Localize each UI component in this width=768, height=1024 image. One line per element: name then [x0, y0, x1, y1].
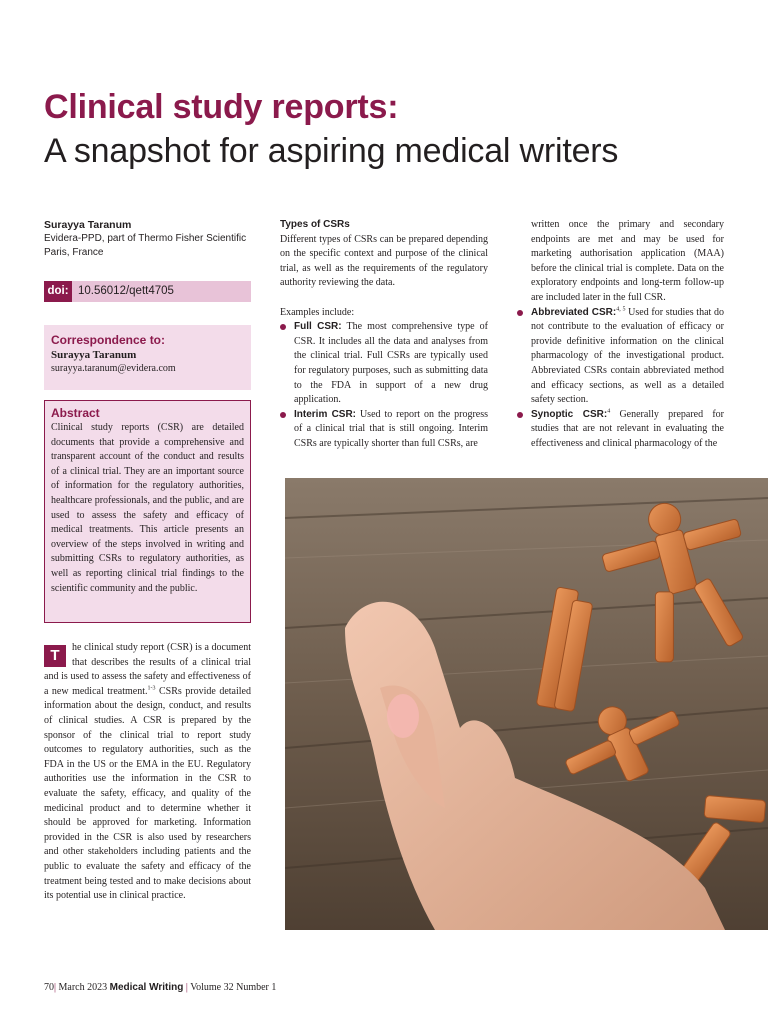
drop-cap: T: [44, 645, 66, 667]
full-csr-text: The most comprehensive type of CSR. It includes all the data and analyses from the clinical trial. Full CSRs are typically used for regulatory purposes, such as submitting data to the FDA in support of a new drug application.: [294, 321, 488, 406]
abstract-heading: Abstract: [51, 406, 100, 420]
list-item-abbreviated-csr: [517, 306, 724, 408]
article-subtitle: A snapshot for aspiring medical writers: [44, 132, 619, 170]
doi-link[interactable]: 10.56012/qett4705: [78, 285, 174, 297]
volume-info: Volume 32 Number 1: [190, 982, 277, 993]
correspondence-heading: Correspondence to:: [51, 333, 166, 347]
author-location: Paris, France: [44, 247, 104, 258]
intro-paragraph: [44, 641, 251, 904]
types-list: [280, 320, 488, 451]
abstract-box: [44, 400, 251, 623]
list-item-full-csr: [280, 320, 488, 408]
types-column: [280, 218, 488, 452]
abbreviated-csr-text: Used for studies that do not contribute to the evaluation of efficacy or provide definitive information on the clinical pharmacology of the investigational product. Abbreviated CSRs contain abbreviated method and efficacy sections, as well as a detailed safety section.: [531, 306, 724, 406]
term-full-csr: Full CSR:: [294, 321, 342, 333]
synoptic-csr-text: Generally prepared for studies that are not relevant in evaluating the effectiveness and clinical pharmacology of the: [531, 408, 725, 449]
article-title: Clinical study reports:: [44, 88, 399, 126]
types-list-continued: [517, 306, 724, 452]
page-number: 70: [44, 982, 54, 993]
list-item-interim-csr: [280, 408, 488, 452]
types-column-continued: [517, 218, 724, 452]
term-abbreviated-csr: Abbreviated CSR:: [531, 306, 617, 318]
synoptic-ref[interactable]: 4: [607, 408, 611, 415]
author-block: [44, 218, 254, 260]
doi-bar: [44, 281, 251, 302]
types-intro: Different types of CSRs can be prepared depending on the specific context and purpose of the clinical trial, as well as the requirements of the regulatory authority reviewing the data.: [280, 233, 488, 289]
abstract-text: Clinical study reports (CSR) are detailed documents that provide a comprehensive and transparent account of the conduct and results of a clinical trial. They are an important source of information for the regulatory authorities, healthcare professionals, and the public, and are used to assess the safety and efficacy of medical treatments. This article presents an overview of the steps involved in writing and submitting CSRs to regulatory authorities, as well as reporting clinical trial findings to the scientific community and the public.: [51, 422, 244, 594]
intro-text-a: he clinical study report (CSR) is a document that describes the results of a clinical trial and is used to assess the safety and effectiveness of a new medical treatment.: [44, 642, 251, 697]
abbreviated-ref[interactable]: 4, 5: [616, 306, 626, 313]
term-synoptic-csr: Synoptic CSR:: [531, 408, 608, 420]
bullet-icon: [517, 412, 523, 418]
correspondence-box: [44, 325, 251, 390]
types-heading: Types of CSRs: [280, 219, 350, 230]
intro-ref[interactable]: 1-3: [147, 685, 156, 692]
author-name: Surayya Taranum: [44, 219, 132, 231]
footer-divider: |: [54, 982, 57, 993]
bullet-icon: [280, 324, 286, 330]
interim-csr-text: Used to report on the progress of a clinical trial that is still ongoing. Interim CSRs are typically shorter than full CSRs, are: [294, 408, 488, 449]
bullet-icon: [280, 412, 286, 418]
hand-figures-photo: [285, 478, 768, 930]
doi-label: doi:: [44, 281, 72, 302]
footer-divider: |: [185, 982, 188, 993]
examples-label: Examples include:: [280, 306, 355, 318]
intro-text-b: CSRs provide detailed information about the design, conduct, and results of clinical studies. A CSR is prepared by the sponsor of the clinical trial to report study outcomes to regulatory authorities, such as the FDA in the US or the EMA in the EU. Regulatory authorities use the information in the CSR to evaluate the safety, efficacy, and quality of the medicinal product and to determine whether it should be approved for marketing. Information provided in the CSR is also used by researchers and other stakeholders including patients and the public to evaluate the safety and efficacy of the treatment being tested and to make decisions about its potential use in clinical practice.: [44, 685, 251, 902]
interim-csr-continuation: written once the primary and secondary endpoints are met and may be used for marketing authorisation application (MAA) before the clinical trial is complete. Data on the exploratory endpoints and long-term follow-up are included later in the full CSR.: [531, 219, 724, 303]
author-affiliation: Evidera-PPD, part of Thermo Fisher Scientific: [44, 233, 247, 244]
issue-date: March 2023: [58, 982, 108, 993]
term-interim-csr: Interim CSR:: [294, 408, 357, 420]
bullet-icon: [517, 310, 523, 316]
correspondence-email[interactable]: surayya.taranum@evidera.com: [51, 363, 176, 374]
correspondence-name: Surayya Taranum: [51, 349, 137, 361]
page-footer: [44, 982, 276, 993]
journal-name: Medical Writing: [109, 982, 184, 993]
list-item-synoptic-csr: [517, 408, 724, 452]
